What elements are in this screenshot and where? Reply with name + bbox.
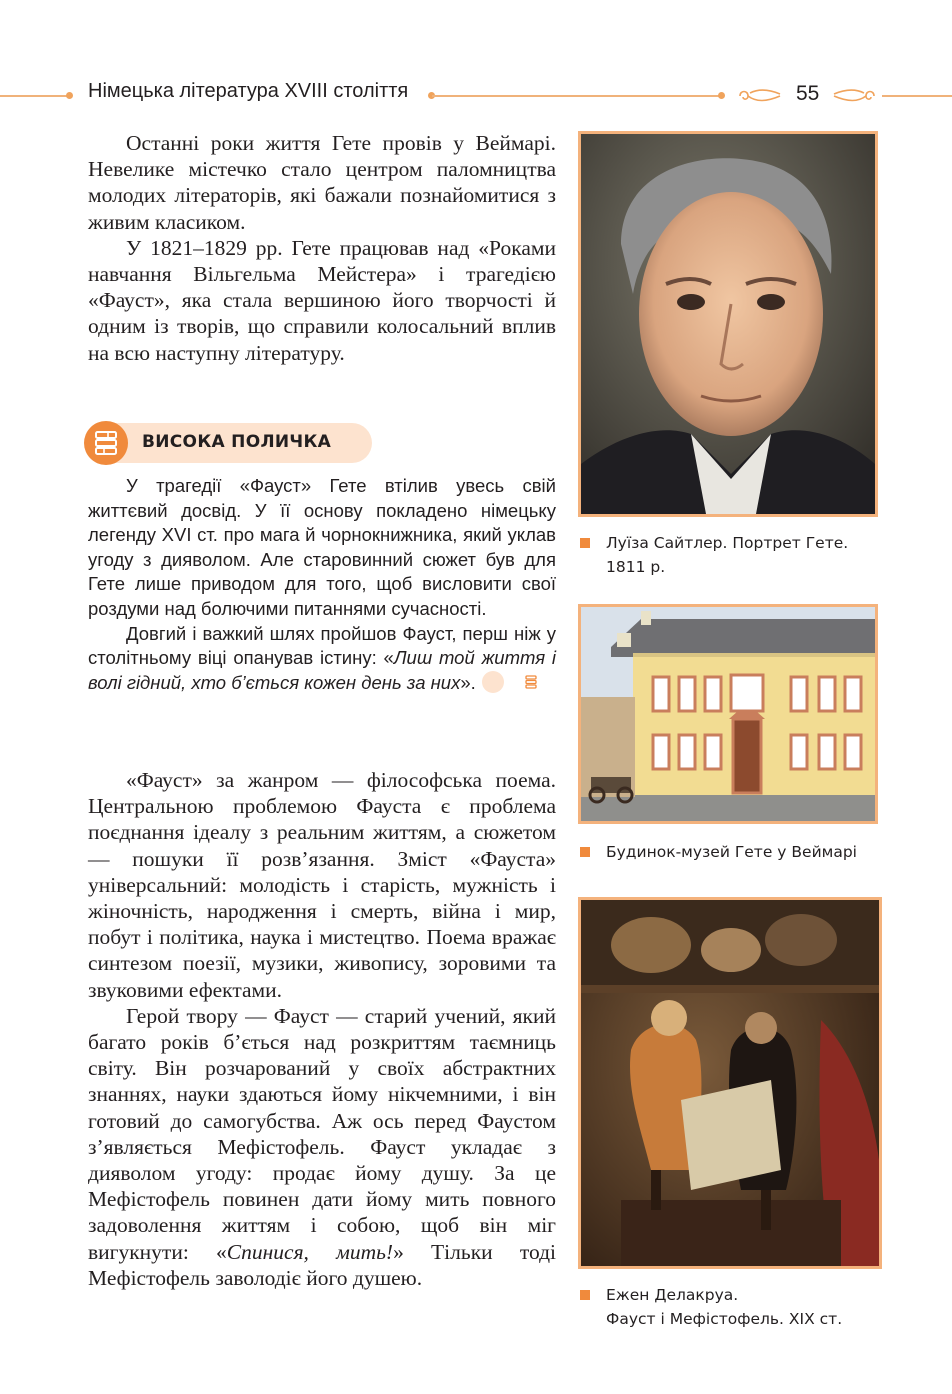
callout-header [84, 421, 372, 465]
faust-painting-image [578, 897, 882, 1269]
paragraph: Останні роки життя Гете провів у Веймарі. Невелике містечко стало центром паломництва молодих літераторів, які бажали познайомитися з живим класиком. [88, 131, 556, 234]
caption-line: Луїза Сайтлер. Портрет Гете. [606, 534, 849, 552]
callout-body [88, 474, 556, 695]
page-number: 55 [796, 82, 820, 105]
intro-text [88, 130, 556, 366]
callout-text: Довгий і важкий шлях пройшов Фауст, перш ніж у столітньому віці опанував істину: « [88, 622, 556, 669]
callout-title: ВИСОКА ПОЛИЧКА [142, 432, 332, 452]
header-rule-right [432, 95, 722, 97]
header-dot-right [718, 92, 725, 99]
page-header [0, 0, 952, 120]
caption-bullet-icon [580, 847, 590, 857]
callout-text: ». [460, 671, 476, 693]
main-text [88, 767, 556, 1291]
quote-italic: Лиш той життя і волі гідний, хто б’ється кожен день за них [88, 647, 556, 693]
caption-line: 1811 р. [606, 558, 666, 576]
header-ornament-icon [736, 86, 782, 106]
quote-italic: Спинися, мить! [226, 1239, 394, 1264]
caption-line: Ежен Делакруа. [606, 1286, 739, 1304]
portrait-image [578, 131, 878, 517]
figure-caption [580, 531, 848, 579]
bookshelf-icon [84, 421, 128, 465]
header-rule-left [0, 95, 68, 97]
caption-bullet-icon [580, 538, 590, 548]
figure-caption [580, 1283, 842, 1331]
caption-line: Будинок-музей Гете у Веймарі [606, 843, 857, 861]
paragraph-text: Герой твору — Фауст — старий учений, який багато років б’ється над розкриттям таємниць світу. Він розчарований у своїх абстрактних знаннях, науки здаються йому нікчемними, і він готовий до самогубства. Аж ось перед Фаустом з’являється Мефістофель. Фауст укладає з дияволом угоду: продає йому душу. За це Мефістофель повинен дати йому мить повного задоволення життям і собою, щоб він міг вигукнути: « [88, 1003, 556, 1264]
callout-paragraph [88, 622, 556, 696]
paragraph: У 1821–1829 рр. Гете працював над «Роками навчання Вільгельма Мейстера» і трагедією «Фауст», яка стала вершиною його творчості й одним із творів, що справили колосальний вплив на всю наступну літературу. [88, 235, 556, 365]
header-rule-end [882, 95, 952, 97]
figure-caption [580, 840, 857, 864]
bookshelf-icon [482, 671, 504, 693]
paragraph-text: » Тільки тоді Мефістофель заволодіє його душею. [88, 1239, 556, 1290]
header-ornament-icon [832, 86, 878, 106]
house-museum-image [578, 604, 878, 824]
caption-bullet-icon [580, 1290, 590, 1300]
chapter-title: Німецька література XVIII століття [88, 80, 409, 102]
paragraph: «Фауст» за жанром — філософська поема. Центральною проблемою Фауста є проблема поєднання ідеалу з реальним життям, а сюжетом — пошуки її розв’язання. Зміст «Фауста» універсальний: молодість і старість, мужність і жіночність, народження і смерть, війна і мир, побут і політика, наука і мистецтво. Поема вражає синтезом поезії, музики, живопису, зоровими та звуковими ефектами. [88, 768, 556, 1002]
caption-line: Фауст і Мефістофель. XIX ст. [606, 1310, 843, 1328]
callout-paragraph: У трагедії «Фауст» Гете втілив увесь свій життєвий досвід. У її основу покладено німецьку легенду XVI ст. про мага й чорнокнижника, який уклав угоду з дияволом. Але старовинний сюжет був для Гете лише приводом для того, щоб висловити свої роздуми над болючими питаннями сучасності. [88, 475, 556, 619]
paragraph [88, 1003, 556, 1291]
header-dot-left [66, 92, 73, 99]
